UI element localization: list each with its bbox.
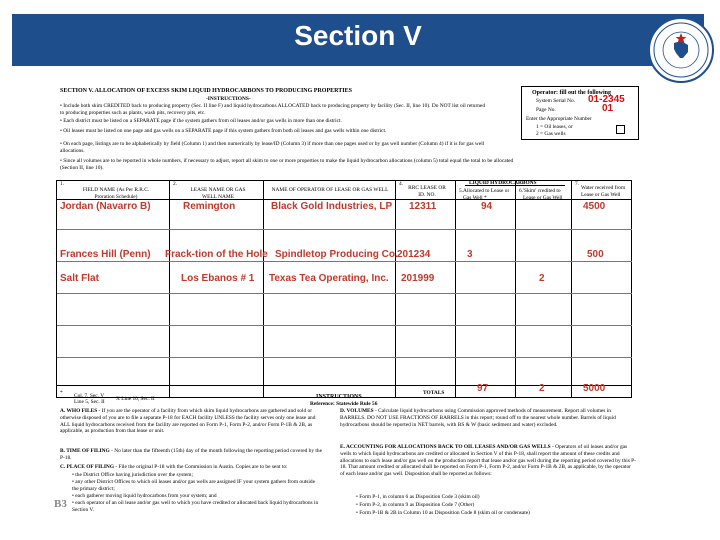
instruction-e: E. ACCOUNTING FOR ALLOCATIONS BACK TO OIL LEASES AND/OR GAS WELLS - Operators of oil leases and/or gas wells to which liquid hydrocarbons are credited or allocated in Section V of this P-18, shall report the amount of these credits and allocations to each lease and/or gas well on the production report that lease and/or gas well during the reporting period covered by this P-18. That amount credited or allocated shall be reported on Form P-1, Form P-2, and/or Form P-1B & 2B, as applicable, by the operator of each lease and/or gas well. Disposition shall be reported as follows: bbox=[340, 444, 636, 477]
totals-line bbox=[57, 385, 632, 386]
code-2: 2 = Gas wells bbox=[536, 131, 566, 137]
page-label: Page No. bbox=[536, 107, 556, 113]
bullet-5: • Since all volumes are to be reported in whole numbers, if necessary to adjust, report all skim to one or more properties to make the liquid hydrocarbon allocations (column 5) total equal the total to be allocated (Section II, line 10). bbox=[60, 158, 514, 171]
col-num-2: 2. bbox=[173, 181, 178, 187]
serial-label: System Serial No. bbox=[536, 98, 576, 104]
slide-title: Section V bbox=[294, 20, 422, 51]
row-operator[interactable]: Texas Tea Operating, Inc. bbox=[269, 273, 389, 284]
row-id[interactable]: 201234 bbox=[397, 249, 431, 260]
row-lease[interactable]: Remington bbox=[183, 201, 236, 212]
instruction-c-item: • each gatherer moving liquid hydrocarbons from your system; and bbox=[72, 493, 217, 499]
col-rrc-id: RRC LEASE OR ID. NO. bbox=[408, 185, 446, 198]
operator-heading: Operator: fill out the following bbox=[532, 90, 611, 96]
page-value[interactable]: 01 bbox=[602, 103, 614, 114]
row-water[interactable]: 500 bbox=[587, 249, 604, 260]
col-divider-2 bbox=[263, 181, 264, 398]
instruction-a: A. WHO FILES - If you are the operator of a facility from which skim liquid hydrocarbons are gathered and sold or otherwise disposed of you are to file a separate P-18 for EACH facility UNLESS the facility serves only one lease and ALL liquid hydrocarbons received from the facility are reported on Form P-1, Form P-2, and/or Form P-1B & 2B, as applicable, as production from that lease or unit. bbox=[60, 408, 316, 435]
code-1: 1 = Oil leases, or bbox=[536, 124, 573, 130]
title-banner bbox=[12, 14, 704, 66]
railroad-commission-seal-icon bbox=[648, 17, 714, 83]
bullet-4: • On each page, listings are to be alphabetically by field (Column 1) and then numerically by lease/ID (Column 3) if more than one pages used or by gas well number (Column 4) if it is for gas well allocations. bbox=[60, 141, 485, 154]
col-num-5: 5. bbox=[459, 188, 464, 194]
col-divider-4 bbox=[455, 181, 456, 398]
instructions-heading: INSTRUCTIONS bbox=[316, 394, 362, 400]
allocation-table bbox=[56, 180, 632, 398]
instruction-e-item: • Form P-2, in column 9 as Disposition Code 7 (Other) bbox=[356, 502, 475, 508]
footnote-col7: Col. 7, Sec. V bbox=[74, 393, 105, 399]
liquid-hydrocarbons-heading: LIQUID HYDROCARBONS bbox=[469, 180, 537, 186]
col-water: Water received from Lease or Gas Well bbox=[581, 185, 626, 198]
total-skim[interactable]: 2 bbox=[539, 383, 545, 394]
code-checkbox[interactable] bbox=[616, 125, 625, 134]
row-lease[interactable]: Frack-tion of the Hole bbox=[165, 249, 268, 260]
instruction-c-item: • the District Office having jurisdiction over the system; bbox=[72, 472, 193, 478]
row-field[interactable]: Salt Flat bbox=[60, 273, 99, 284]
total-alloc[interactable]: 97 bbox=[477, 383, 489, 394]
col-operator-name: NAME OF OPERATOR OF LEASE OR GAS WELL bbox=[271, 187, 389, 193]
instruction-d: D. VOLUMES - Calculate liquid hydrocarbons using Commission approved methods of measurement. Report all volumes in BARRELS. DO NOT USE FRACTIONS OF BARRELS in this report; round off to the nearest whole number. Barrels of liquid hydrocarbons should be reported in NET barrels, with BS & W (basic sediment and water) excluded. bbox=[340, 408, 616, 428]
row-operator[interactable]: Black Gold Industries, LP bbox=[271, 201, 393, 212]
col-num-6: 6. bbox=[519, 188, 524, 194]
row-water[interactable]: 4500 bbox=[583, 201, 606, 212]
instruction-c-item: • each operator of an oil lease and/or gas well to which you have credited or allocated back liquid hydrocarbons in Section V. bbox=[72, 500, 319, 513]
row-field[interactable]: Jordan (Navarro B) bbox=[60, 201, 151, 212]
instruction-c: C. PLACE OF FILING - File the original P-18 with the Commission in Austin. Copies are to be sent to: bbox=[60, 464, 288, 470]
operator-box bbox=[521, 86, 639, 140]
corner-mark: B3 bbox=[54, 498, 67, 510]
col-divider-1 bbox=[169, 181, 170, 398]
row-alloc[interactable]: 94 bbox=[481, 201, 493, 212]
col-divider-5 bbox=[515, 181, 516, 398]
col-num-4: 4. bbox=[399, 181, 404, 187]
footnote-star: * bbox=[60, 390, 63, 396]
p18-form-page bbox=[56, 84, 640, 536]
col-field-name: FIELD NAME (As Per R.R.C. Proration Schedule) bbox=[82, 187, 150, 200]
row-skim[interactable]: 2 bbox=[539, 273, 545, 284]
bullet-2: • Each district must be listed on a SEPARATE page if the system gathers from oil leases and/or gas wells in more than one district. bbox=[60, 118, 342, 124]
instruction-e-item: • Form P-1B & 2B in Column 10 as Disposition Code 8 (skim oil or condensate) bbox=[356, 510, 530, 516]
row-operator[interactable]: Spindletop Producing Co. bbox=[275, 249, 398, 260]
code-label: Enter the Appropriate Number bbox=[526, 116, 592, 122]
instruction-b: B. TIME OF FILING - No later than the fifteenth (15th) day of the month following the reporting period covered by the P-18. bbox=[60, 448, 323, 461]
row-alloc[interactable]: 3 bbox=[467, 249, 473, 260]
instruction-e-item: • Form P-1, in column 6 as Disposition Code 3 (skim oil) bbox=[356, 494, 480, 500]
col-num-1: 1. bbox=[60, 181, 65, 187]
col-divider-3 bbox=[395, 181, 396, 398]
instructions-label: -INSTRUCTIONS- bbox=[206, 96, 251, 102]
col-num-7: 7. bbox=[575, 181, 580, 187]
col-skim: 'Skim' credited to Lease or Gas Well bbox=[523, 188, 563, 201]
footnote-line10: X Line 10, Sec. II bbox=[116, 396, 155, 402]
row-lease[interactable]: Los Ebanos # 1 bbox=[181, 273, 255, 284]
total-water[interactable]: 5000 bbox=[583, 383, 606, 394]
col-lease-name: LEASE NAME OR GAS WELL NAME bbox=[190, 187, 246, 200]
row-id[interactable]: 12311 bbox=[409, 201, 437, 212]
totals-label: TOTALS bbox=[423, 390, 445, 396]
footnote-line5: Line 5, Sec. II bbox=[74, 399, 105, 405]
row-field[interactable]: Frances Hill (Penn) bbox=[60, 249, 151, 260]
rule-reference: Reference: Statewide Rule 56 bbox=[310, 401, 378, 407]
row-id[interactable]: 201999 bbox=[401, 273, 435, 284]
form-heading: SECTION V. ALLOCATION OF EXCESS SKIM LIQUID HYDROCARBONS TO PRODUCING PROPERTIES bbox=[60, 88, 352, 94]
serial-value[interactable]: 01-2345 bbox=[588, 94, 625, 105]
col-allocated: Allocated to Lease or Gas Well * bbox=[463, 188, 510, 201]
bullet-3: • Oil leases must be listed on one page and gas wells on a SEPARATE page if this system gathers from both oil leases and gas wells within one district. bbox=[60, 128, 387, 134]
col-divider-6 bbox=[571, 181, 572, 398]
bullet-1: • Include both skim CREDITED back to producing property (Sec. II line F) and liquid hydrocarbons ALLOCATED back to producing property by facility (Sec. II, line 10). Do NOT list oil returned to producing properties such as plants, wash pits, recovery pits, etc. bbox=[60, 103, 486, 116]
instruction-c-item: • any other District Offices to which oil leases and/or gas wells are assigned IF your system gathers from outside the primary district; bbox=[72, 479, 315, 492]
